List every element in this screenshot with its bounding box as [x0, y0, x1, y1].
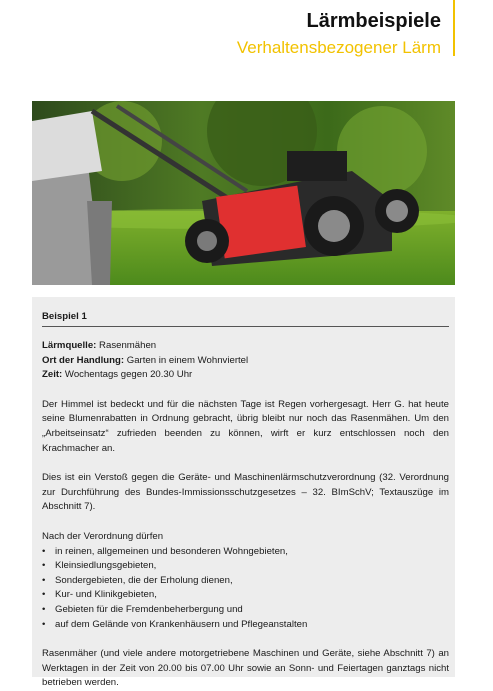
page-title: Lärmbeispiele — [306, 10, 441, 32]
fact-value: Wochentags gegen 20.30 Uhr — [62, 369, 193, 381]
restriction-paragraph: Rasenmäher (und viele andere motorgetriebene Maschinen und Geräte, siehe Abschnitt 7) an Werktagen in der Zeit von 20.00 bis 07.00 Uhr sowie an Sonn- und Feiertagen ganztags nicht betrieben werden. — [42, 648, 449, 689]
list-item: • Gebieten für die Fremdenbeherbergung und — [42, 603, 449, 618]
page-header — [0, 0, 493, 62]
regulation-paragraph: Dies ist ein Verstoß gegen die Geräte- und Maschinenlärmschutzverordnung (32. Verordnung zur Durchführung des Bundes-Immissionsschutzgesetzes – 32. BImSchV; Textauszüge im Abschnitt 7). — [42, 472, 449, 513]
list-item: • in reinen, allgemeinen und besonderen Wohngebieten, — [42, 545, 449, 560]
fact-label: Ort der Handlung: — [42, 354, 125, 366]
fact-label: Lärmquelle: — [42, 340, 97, 351]
example-box — [32, 297, 455, 689]
list-item: • auf dem Gelände von Krankenhäusern und Pflegeanstalten — [42, 618, 449, 633]
fact-label: Zeit: — [42, 369, 63, 381]
fact-noise-source — [42, 339, 449, 354]
example-heading: Beispiel 1 — [42, 311, 449, 327]
accent-bar — [453, 0, 455, 56]
fact-time — [42, 368, 449, 383]
lawn-mower-photo — [32, 101, 455, 285]
page-subtitle: Verhaltensbezogener Lärm — [236, 38, 441, 57]
list-item: • Kleinsiedlungsgebieten, — [42, 559, 449, 574]
list-intro: Nach der Verordnung dürfen — [42, 530, 164, 542]
fact-value: Rasenmähen — [96, 340, 157, 351]
fact-value: Garten in einem Wohnviertel — [124, 354, 249, 366]
photo-illustration — [32, 101, 455, 285]
example-content — [42, 311, 449, 691]
list-item: • Kur- und Klinikgebieten, — [42, 588, 449, 603]
story-paragraph: Der Himmel ist bedeckt und für die nächsten Tage ist Regen vorhergesagt. Herr G. hat heute seine Blumenrabatten in Ordnung gebracht, übrig bleibt nur noch das Rasenmähen. Um den „Arbeitseinsatz“ zufrieden beenden zu können, wirft er kurz entschlossen noch den Krachmacher an. — [42, 398, 449, 454]
area-list — [42, 545, 449, 633]
list-item: • Sondergebieten, die der Erholung dienen, — [42, 574, 449, 589]
fact-location — [42, 354, 449, 369]
